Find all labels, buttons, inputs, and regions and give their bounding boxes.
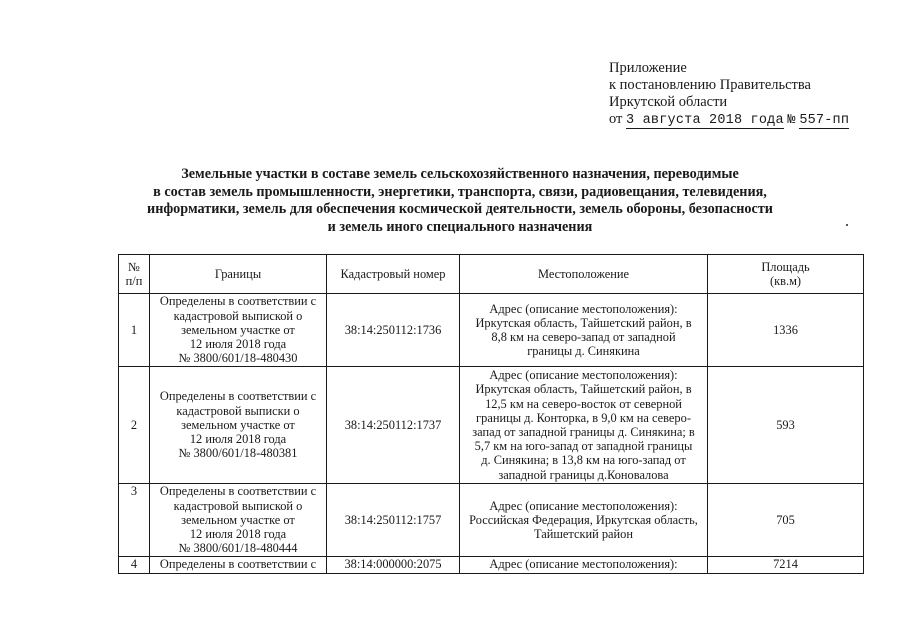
header-borders: Границы	[150, 255, 327, 294]
appendix-date-prefix: от	[609, 111, 623, 127]
cell-area: 593	[708, 367, 864, 484]
cell-area: 7214	[708, 557, 864, 574]
appendix-number-text: 557-пп	[799, 113, 850, 128]
cell-cadastral: 38:14:250112:1736	[327, 294, 460, 367]
table-row	[119, 484, 864, 557]
land-plots-table	[118, 254, 864, 574]
appendix-number-sign: №	[787, 113, 796, 128]
appendix-date-value	[626, 114, 784, 129]
appendix-line-2: к постановлению Правительства	[609, 77, 811, 93]
header-area: Площадь (кв.м)	[708, 255, 864, 294]
cell-cadastral: 38:14:000000:2075	[327, 557, 460, 574]
appendix-number-value	[799, 114, 849, 129]
header-number: № п/п	[119, 255, 150, 294]
appendix-date-text: 3 августа 2018 года	[626, 113, 784, 128]
cell-number: 4	[119, 557, 150, 574]
cell-location: Адрес (описание местоположения): Иркутская область, Тайшетский район, в 12,5 км на северо-восток от северной границы д. Конторка, в 9,0 км на северо- запад от западной границы д. Синякина; в 5,7 км на юго-запад от западной границы д. Синякина; в 13,8 км на юго-запад от западной границы д.Коновалова	[460, 367, 708, 484]
title-line-1: Земельные участки в составе земель сельскохозяйственного назначения, переводимые	[181, 166, 739, 182]
appendix-line-1: Приложение	[609, 60, 687, 76]
cell-number: 3	[119, 484, 150, 557]
cell-location: Адрес (описание местоположения): Российская Федерация, Иркутская область, Тайшетский район	[460, 484, 708, 557]
title-line-3: информатики, земель для обеспечения космической деятельности, земель обороны, безопасности	[147, 201, 773, 217]
header-location: Местоположение	[460, 255, 708, 294]
cell-number: 2	[119, 367, 150, 484]
cell-borders: Определены в соответствии с	[150, 557, 327, 574]
cell-borders: Определены в соответствии с кадастровой выпиской о земельном участке от 12 июля 2018 года № 3800/601/18-480430	[150, 294, 327, 367]
table-header-row	[119, 255, 864, 294]
title-line-2: в состав земель промышленности, энергетики, транспорта, связи, радиовещания, телевидения,	[153, 183, 767, 200]
cell-borders: Определены в соответствии с кадастровой выпиской о земельном участке от 12 июля 2018 года № 3800/601/18-480444	[150, 484, 327, 557]
appendix-line-3: Иркутской области	[609, 94, 728, 110]
scan-speck	[846, 224, 848, 226]
cell-area: 705	[708, 484, 864, 557]
title-line-4: и земель иного специального назначения	[327, 218, 593, 235]
appendix-date-line	[609, 111, 849, 129]
header-cadastral: Кадастровый номер	[327, 255, 460, 294]
cell-location: Адрес (описание местоположения):	[460, 557, 708, 574]
document-title	[110, 166, 810, 236]
cell-location: Адрес (описание местоположения): Иркутская область, Тайшетский район, в 8,8 км на северо-запад от западной границы д. Синякина	[460, 294, 708, 367]
table-row	[119, 557, 864, 574]
table-row	[119, 367, 864, 484]
cell-cadastral: 38:14:250112:1737	[327, 367, 460, 484]
appendix-block	[609, 60, 849, 129]
cell-number: 1	[119, 294, 150, 367]
table-row	[119, 294, 864, 367]
cell-borders: Определены в соответствии с кадастровой выписки о земельном участке от 12 июля 2018 года № 3800/601/18-480381	[150, 367, 327, 484]
cell-area: 1336	[708, 294, 864, 367]
cell-cadastral: 38:14:250112:1757	[327, 484, 460, 557]
